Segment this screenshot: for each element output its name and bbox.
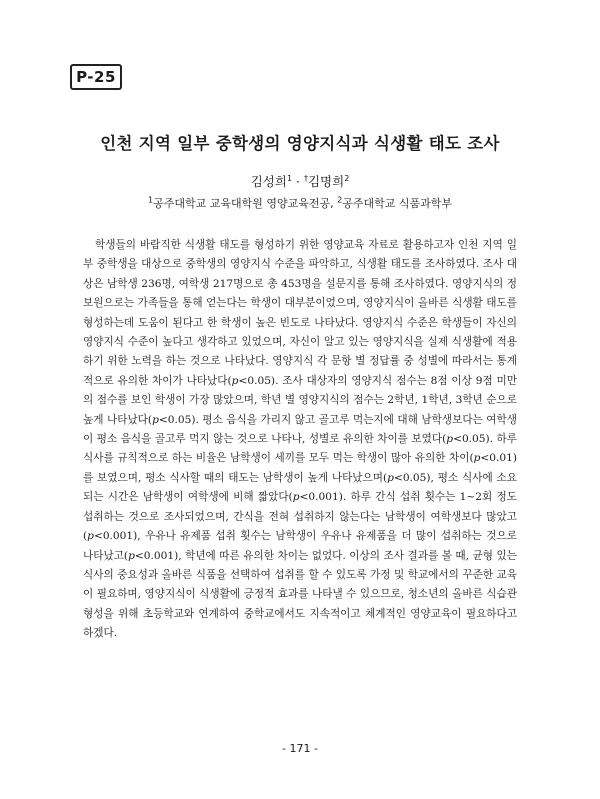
author-line — [0, 172, 600, 190]
affiliation-2-mark: 2 — [337, 195, 343, 205]
abstract-text: <0.01)를 보였으며, 평소 식사할 때의 태도는 남학생이 높게 나타났으며( — [83, 452, 517, 484]
author-2-name: 김명희 — [307, 174, 345, 189]
p-value-symbol: p — [387, 471, 394, 484]
abstract-text: <0.05). 평소 음식을 가리지 않고 골고루 먹는지에 대해 남학생보다는 여학생이 평소 음식을 골고루 먹지 않는 것으로 나타나, 성별로 유의한 차이를 보였다( — [83, 413, 518, 446]
p-value-symbol: p — [128, 549, 135, 562]
p-value-symbol: p — [87, 530, 94, 543]
p-value-symbol: p — [152, 413, 159, 426]
page-number: - 171 - — [282, 742, 318, 755]
abstract-text: <0.001), 학년에 따른 유의한 차이는 없었다. 이상의 조사 결과를 볼 때, 균형 있는 식사의 중요성과 올바른 식품을 선택하여 섭취를 할 수 있도록 가정 및 학교에서의 꾸준한 교육이 필요하며, 영양지식이 식생활에 긍정적 효과를 나타낼 수 있으므로, 청소년의 올바른 식습관 형성을 위해 초등학교와 연계하여 중학교에서도 지속적이고 체계적인 영양교육이 필요하다고 하겠다. — [83, 549, 517, 640]
p-value-symbol: p — [473, 452, 481, 465]
affiliation-1: 공주대학교 교육대학원 영양교육전공, — [153, 197, 338, 210]
affiliation-2: 공주대학교 식품과학부 — [342, 197, 452, 210]
author-1-name: 김성희 — [250, 174, 287, 189]
affiliation-1-mark: 1 — [148, 195, 154, 205]
p-value-symbol: p — [292, 491, 300, 504]
p-value-symbol: p — [446, 433, 454, 446]
abstract-body — [83, 236, 517, 644]
abstract-text: 학생들의 바람직한 식생활 태도를 형성하기 위한 영양교육 자료로 활용하고자 인천 지역 일부 중학생을 대상으로 중학생의 영양지식 수준을 파악하고, 식생활 태도를 조사하였다. 조사 대상은 남학생 236명, 여학생 217명으로 총 453명을 설문지를 통해 조사하였다. 영양지식의 정보원으로는 가족들을 통해 얻는다는 학생이 대부분이었으며, 영양지식이 올바른 식생활 태도를 형성하는데 도움이 된다고 한 학생이 높은 빈도로 나타났다. 영양지식 수준은 학생들이 자신의 영양지식 수준이 높다고 생각하고 있었으며, 자신이 알고 있는 영양지식을 실제 식생활에 적용하기 위한 노력을 하는 것으로 나타났다. 영양지식 각 문항 별 정답률 중 성별에 따라서는 통계적으로 유의한 차이가 나타났다( — [83, 239, 517, 387]
author-2-affiliation-mark: 2 — [344, 173, 350, 183]
p-value-symbol: p — [231, 374, 239, 387]
poster-id-badge: P-25 — [70, 64, 122, 90]
author-1-affiliation-mark: 1 — [286, 173, 293, 183]
abstract-text: <0.05). 조사 대상자의 영양지식 점수는 8점 이상 9점 미만의 점수를 보인 학생이 가장 많았으며, 학년 별 영양지식의 점수는 2학년, 1학년, 3학년 순으로 높게 나타났다( — [83, 374, 517, 426]
abstract-text: <0.001). 하루 간식 섭취 횟수는 1~2회 정도 섭취하는 것으로 조사되었으며, 간식을 전혀 섭취하지 않는다는 남학생이 여학생보다 많았고( — [83, 491, 517, 543]
corresponding-author-mark: † — [303, 173, 308, 183]
abstract-text: <0.05). 하루 식사를 규칙적으로 하는 비율은 남학생이 세끼를 모두 먹는 학생이 많아 유의한 차이( — [83, 433, 517, 465]
abstract-text: <0.05), 평소 식사에 소요되는 시간은 남학생이 여학생에 비해 짧았다( — [83, 471, 517, 504]
author-separator: · — [292, 174, 304, 189]
affiliation-line — [0, 195, 600, 211]
paper-title: 인천 지역 일부 중학생의 영양지식과 식생활 태도 조사 — [100, 134, 500, 153]
abstract-text: <0.001), 우유나 유제품 섭취 횟수는 남학생이 우유나 유제품을 더 많이 섭취하는 것으로 나타났고( — [83, 530, 517, 562]
